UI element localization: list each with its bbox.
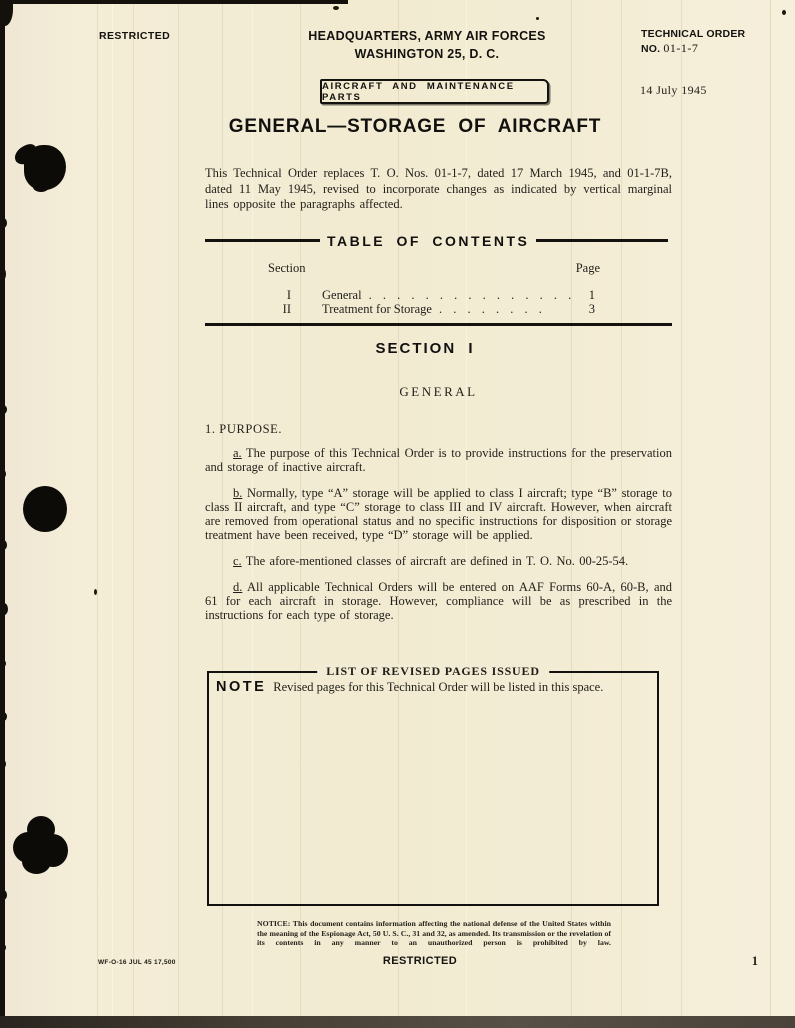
toc-heading-rule-right: [536, 239, 668, 242]
paragraph-c: c. The afore-mentioned classes of aircraft are defined in T. O. No. 00-25-54.: [233, 554, 629, 568]
paragraph-b: b. Normally, type “A” storage will be applied to class I aircraft; type “B” storage to class II aircraft, and type “C” storage to class III and IV aircraft. However, when aircraft are removed from operational status and no specific instructions for disposition or storage treatment have been received, type “D” storage will be applied.: [205, 486, 672, 542]
toc-heading-row: [205, 232, 668, 249]
body-paragraphs: [205, 446, 672, 634]
revised-pages-box-legend: LIST OF REVISED PAGES ISSUED: [317, 664, 549, 679]
category-box: [320, 79, 549, 104]
toc-bottom-rule: [205, 323, 672, 326]
edge-tear-mark: [0, 660, 6, 667]
scan-edge-top: [0, 0, 348, 4]
paragraph-heading-purpose: 1. PURPOSE.: [205, 422, 283, 436]
paragraph-letter: b.: [233, 486, 243, 500]
paragraph-letter: c.: [233, 554, 242, 568]
org-line-2: WASHINGTON 25, D. C.: [354, 47, 500, 61]
edge-tear-mark: [0, 470, 6, 478]
table-of-contents: [205, 232, 672, 326]
scan-edge-corner: [0, 0, 13, 26]
scan-edge-left: [0, 0, 5, 1028]
toc-entry-page: 3: [588, 302, 595, 316]
classification-marking-bottom: RESTRICTED: [382, 955, 458, 967]
document-title: GENERAL—STORAGE OF AIRCRAFT: [228, 116, 602, 137]
edge-tear-mark: [0, 356, 5, 363]
revised-pages-note-line: NOTE Revised pages for this Technical Order will be listed in this space.: [216, 679, 604, 695]
ink-speck: [94, 589, 97, 595]
section-heading: SECTION I: [375, 340, 475, 357]
toc-entry-title: General: [322, 288, 362, 302]
edge-tear-mark: [0, 760, 6, 768]
toc-col-page: Page: [575, 261, 600, 275]
issue-date: 14 July 1945: [640, 83, 707, 97]
edge-tear-mark: [0, 712, 7, 721]
toc-entry-title: Treatment for Storage: [322, 302, 432, 316]
paper-crease-line: [770, 0, 771, 1028]
ink-speck: [536, 17, 539, 20]
toc-section-numeral: II: [282, 302, 291, 316]
toc-section-numeral: I: [286, 288, 291, 302]
toc-col-section: Section: [268, 261, 306, 275]
category-box-label: AIRCRAFT AND MAINTENANCE PARTS: [322, 80, 515, 103]
edge-tear-mark: [0, 268, 6, 280]
classification-marking-top: RESTRICTED: [99, 30, 171, 42]
edge-tear-mark: [0, 405, 7, 414]
edge-tear-mark: [0, 944, 6, 951]
ink-speck: [333, 6, 339, 10]
technical-order-id: [641, 27, 745, 56]
toc-heading: TABLE OF CONTENTS: [327, 232, 530, 249]
edge-tear-mark: [0, 540, 7, 550]
paragraph-d: d. All applicable Technical Orders will be entered on AAF Forms 60-A, 60-B, and 61 for each aircraft in storage. However, compliance will be as prescribed in the instructions for each type of storage.: [205, 580, 672, 622]
edge-tear-mark: [0, 603, 8, 615]
print-code: WF-O-16 JUL 45 17,500: [98, 959, 176, 966]
revised-pages-box: [207, 664, 659, 906]
paper-crease-line: [112, 0, 113, 1028]
paper-crease-line: [178, 0, 179, 1028]
paragraph-letter: d.: [233, 580, 243, 594]
toc-heading-rule-left: [205, 239, 320, 242]
paragraph-a: a. The purpose of this Technical Order is to provide instructions for the preservation and storage of inactive aircraft.: [205, 446, 672, 474]
toc-dot-leader: . . . . . . . .: [438, 302, 546, 316]
binding-hole: [23, 486, 67, 532]
edge-tear-mark: [0, 218, 7, 228]
replacement-notice-paragraph: This Technical Order replaces T. O. Nos. 01-1-7, dated 17 March 1945, and 01-1-7B, dated 11 May 1945, revised to incorporate changes as indicated by vertical marginal lines opposite the paragraphs affected.: [205, 166, 672, 211]
ink-speck: [782, 10, 786, 15]
technical-order-label: TECHNICAL ORDER: [641, 28, 746, 40]
paragraph-letter: a.: [233, 446, 242, 460]
espionage-act-notice: NOTICE: This document contains information affecting the national defense of the United States within the meaning of the Espionage Act, 50 U. S. C., 31 and 32, as amended. Its transmission or the revelation of its contents in any manner to an unauthorized person is prohibited by law.: [257, 919, 611, 948]
toc-row: [205, 302, 672, 316]
issuing-organization: [277, 27, 577, 63]
toc-dot-leader: . . . . . . . . . . . . . . .: [368, 288, 576, 302]
edge-tear-mark: [0, 890, 7, 900]
toc-row: [205, 288, 672, 302]
paper-crease-line: [681, 0, 682, 1028]
note-label: NOTE: [216, 679, 267, 695]
page-number: 1: [751, 954, 758, 968]
section-subheading: GENERAL: [399, 384, 478, 399]
org-line-1: HEADQUARTERS, ARMY AIR FORCES: [308, 29, 546, 43]
paper-crease-line: [133, 0, 134, 1028]
scan-edge-bottom: [0, 1016, 795, 1028]
toc-entry-page: 1: [588, 288, 595, 302]
paper-crease-line: [97, 0, 98, 1028]
technical-order-number: NO. 01-1-7: [641, 41, 699, 55]
toc-column-headers: [205, 261, 672, 275]
